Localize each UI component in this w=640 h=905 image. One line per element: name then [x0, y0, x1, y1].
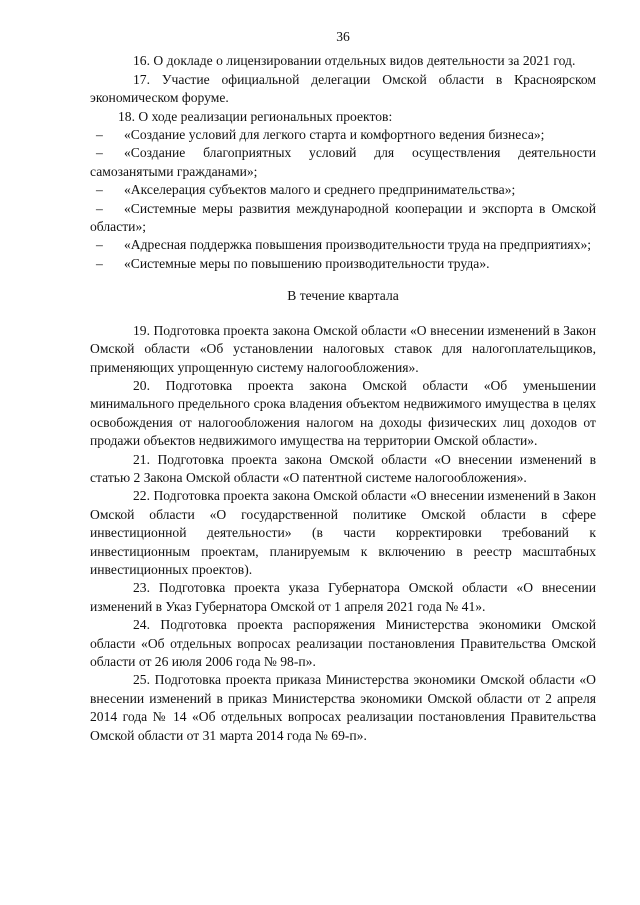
list-item-18: [90, 108, 596, 126]
item-number: 25.: [133, 672, 150, 688]
item-text: Подготовка проекта закона Омской области «О внесении изменений в статью 2 Закона Омской области «О патентной системе налогообложения».: [90, 451, 596, 485]
item-text: О докладе о лицензировании отдельных видов деятельности за 2021 год.: [153, 53, 576, 69]
item-number: 22.: [133, 488, 150, 504]
list-item-19: [90, 322, 596, 377]
list-item-20: [90, 377, 596, 451]
item-number: 18.: [118, 108, 135, 124]
item-text: Подготовка проекта распоряжения Министерства экономики Омской области «Об отдельных вопросах реализации постановления Правительства Омской области от 26 июля 2006 года № 98-п».: [90, 617, 596, 669]
dash-item: – «Создание благоприятных условий для осуществления деятельности самозанятыми гражданами»;: [90, 144, 596, 181]
dash-item: – «Акселерация субъектов малого и среднего предпринимательства»;: [90, 181, 596, 199]
list-item-16: [90, 52, 596, 70]
item-text: Подготовка проекта указа Губернатора Омской области «О внесении изменений в Указ Губернатора Омской от 1 апреля 2021 года № 41».: [90, 580, 596, 614]
list-item-21: [90, 451, 596, 488]
list-item-24: [90, 616, 596, 671]
item-text: Подготовка проекта приказа Министерства экономики Омской области «О внесении изменений в приказ Министерства экономики Омской области от 2 апреля 2014 года № 14 «Об отдельных вопросах реализации постановления Правительства Омской области от 31 марта 2014 года № 69-п».: [90, 672, 596, 743]
item-number: 19.: [133, 322, 150, 338]
list-item-23: [90, 579, 596, 616]
item-number: 20.: [133, 377, 150, 393]
item-number: 21.: [133, 451, 150, 467]
item-text: Подготовка проекта закона Омской области «О внесении изменений в Закон Омской области «О государственной политике Омской области в сфере инвестиционной деятельности» (в части корректировки требований к инвестиционным проектам, планируемым к включению в реестр масштабных инвестиционных проектов).: [90, 488, 596, 577]
dash-item: – «Системные меры развития международной кооперации и экспорта в Омской области»;: [90, 200, 596, 237]
item-number: 23.: [133, 580, 150, 596]
dash-item: – «Системные меры по повышению производительности труда».: [90, 255, 596, 273]
item-number: 17.: [133, 71, 150, 87]
item-number: 24.: [133, 617, 150, 633]
list-item-22: [90, 487, 596, 579]
section-heading: В течение квартала: [287, 288, 399, 304]
item-text: Подготовка проекта закона Омской области «Об уменьшении минимального предельного срока владения объектом недвижимого имущества в целях освобождения от налогообложения налогом на доходы физических лиц доходов от продажи объектов недвижимого имущества на территории Омской области».: [90, 377, 596, 449]
list-item-17: [90, 71, 596, 108]
list-item-25: [90, 671, 596, 745]
item-text: О ходе реализации региональных проектов:: [138, 108, 393, 124]
dash-item: – «Создание условий для легкого старта и комфортного ведения бизнеса»;: [90, 126, 596, 144]
item-number: 16.: [133, 53, 150, 69]
page-number: 36: [336, 29, 350, 44]
item-text: Подготовка проекта закона Омской области «О внесении изменений в Закон Омской области «Об установлении налоговых ставок для налогоплательщиков, применяющих упрощенную систему налогообложения».: [90, 322, 596, 375]
document-page: [90, 28, 596, 745]
item-text: Участие официальной делегации Омской области в Красноярском экономическом форуме.: [90, 71, 596, 106]
dash-item: – «Адресная поддержка повышения производительности труда на предприятиях»;: [90, 236, 596, 254]
